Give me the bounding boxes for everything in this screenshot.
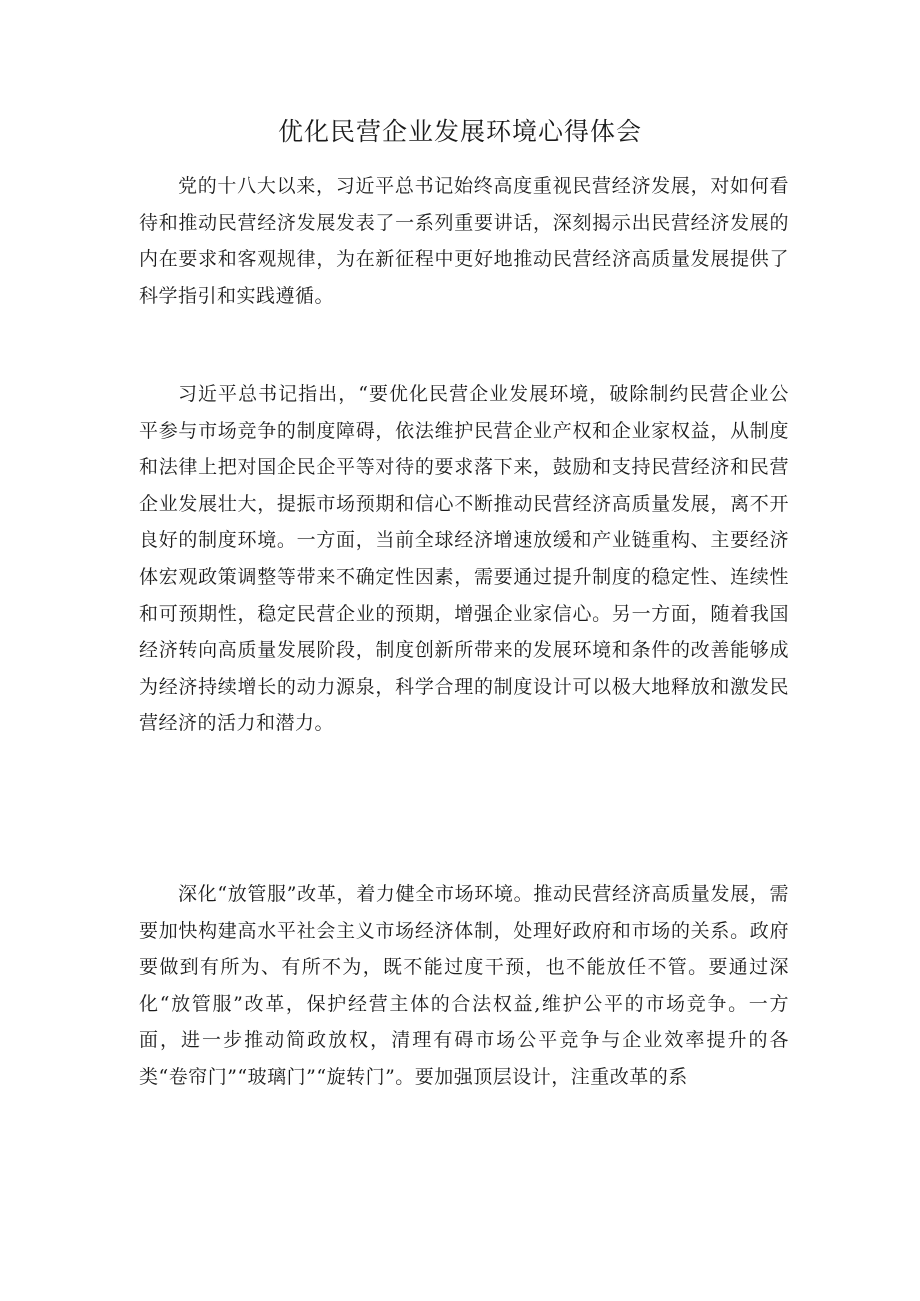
paragraph-2: 习近平总书记指出，“要优化民营企业发展环境，破除制约民营企业公平参与市场竞争的制度障碍，依法维护民营企业产权和企业家权益，从制度和法律上把对国企民企平等对待的要求落下来，鼓励和支持民营经济和民营企业发展壮大，提振市场预期和信心不断推动民营经济高质量发展，离不开良好的制度环境。一方面，当前全球经济增速放缓和产业链重构、主要经济体宏观政策调整等带来不确定性因素，需要通过提升制度的稳定性、连续性和可预期性，稳定民营企业的预期，增强企业家信心。另一方面，随着我国经济转向高质量发展阶段，制度创新所带来的发展环境和条件的改善能够成为经济持续增长的动力源泉，科学合理的制度设计可以极大地释放和激发民营经济的活力和潜力。	[139, 383, 789, 735]
paragraph-3: 深化“放管服”改革，着力健全市场环境。推动民营经济高质量发展，需要加快构建高水平社会主义市场经济体制，处理好政府和市场的关系。政府要做到有所为、有所不为，既不能过度干预，也不能放任不管。要通过深化“放管服”改革，保护经营主体的合法权益,维护公平的市场竞争。一方面，进一步推动简政放权，清理有碍市场公平竞争与企业效率提升的各类“卷帘门”“玻璃门”“旋转门”。要加强顶层设计，注重改革的系	[139, 883, 789, 1088]
paragraph-1: 党的十八大以来，习近平总书记始终高度重视民营经济发展，对如何看待和推动民营经济发展发表了一系列重要讲话，深刻揭示出民营经济发展的内在要求和客观规律，为在新征程中更好地推动民营经济高质量发展提供了科学指引和实践遵循。	[139, 175, 789, 307]
document-title: 优化民营企业发展环境心得体会	[277, 117, 642, 146]
